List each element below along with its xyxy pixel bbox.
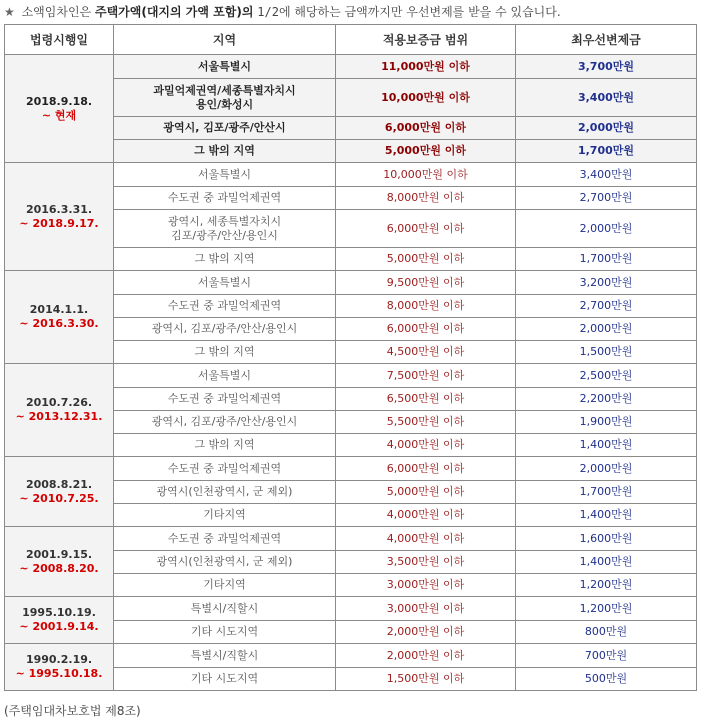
region-cell: 서울특별시 [114,55,336,79]
payment-cell: 1,400만원 [516,551,697,574]
payment-cell: 2,500만원 [516,364,697,388]
period-from: 1990.2.19. [25,653,93,666]
table-row [5,527,697,551]
payment-cell: 700만원 [516,644,697,668]
period-from: 1995.10.19. [22,606,96,619]
period-to: ~ 2008.8.20. [19,561,99,575]
period-to: ~ 2018.9.17. [19,216,99,230]
intro-note-ratio: 1/2 [257,5,279,19]
payment-cell: 3,400만원 [516,79,697,117]
region-cell: 서울특별시 [114,271,336,295]
region-cell: 그 밖의 지역 [114,140,336,163]
region-cell: 서울특별시 [114,364,336,388]
table-header-row [5,25,697,55]
region-cell: 광역시, 김포/광주/안산시 [114,117,336,140]
intro-note-bold: 주택가액(대지의 가액 포함)의 [94,5,254,19]
header-date: 법령시행일 [5,25,114,55]
payment-cell: 1,700만원 [516,140,697,163]
region-cell: 광역시(인천광역시, 군 제외) [114,551,336,574]
law-reference: (주택임대차보호법 제8조) [4,704,141,718]
period-date-cell [5,271,114,364]
period-date-cell [5,597,114,644]
period-to: ~ 2010.7.25. [19,491,99,505]
period-date-cell [5,364,114,457]
intro-note [4,3,561,21]
period-to: ~ 2013.12.31. [15,410,103,423]
table-row [5,644,697,668]
amount-cell: 3,000만원 이하 [336,574,516,597]
amount-cell: 9,500만원 이하 [336,271,516,295]
region-cell: 특별시/직할시 [114,597,336,621]
period-from: 2001.9.15. [25,547,93,561]
payment-cell: 2,000만원 [516,318,697,341]
amount-cell: 8,000만원 이하 [336,295,516,318]
payment-cell: 2,000만원 [516,457,697,481]
region-cell: 광역시, 세종특별자치시 김포/광주/안산/용인시 [114,210,336,248]
payment-cell: 3,200만원 [516,271,697,295]
payment-cell: 1,200만원 [516,574,697,597]
region-cell: 광역시(인천광역시, 군 제외) [114,481,336,504]
amount-cell: 8,000만원 이하 [336,187,516,210]
amount-cell: 5,000만원 이하 [336,248,516,271]
region-cell: 특별시/직할시 [114,644,336,668]
region-cell: 기타 시도지역 [114,668,336,691]
amount-cell: 5,000만원 이하 [336,140,516,163]
region-cell: 수도권 중 과밀억제권역 [114,187,336,210]
table-row [5,457,697,481]
period-to: ~ 2016.3.30. [19,317,99,330]
amount-cell: 4,500만원 이하 [336,341,516,364]
amount-cell: 2,000만원 이하 [336,644,516,668]
payment-cell: 2,700만원 [516,187,697,210]
amount-cell: 3,000만원 이하 [336,597,516,621]
payment-cell: 3,400만원 [516,163,697,187]
period-date-cell [5,163,114,271]
region-cell: 기타지역 [114,574,336,597]
star-icon: ★ [4,5,15,19]
region-cell: 수도권 중 과밀억제권역 [114,388,336,411]
amount-cell: 1,500만원 이하 [336,668,516,691]
amount-cell: 5,000만원 이하 [336,481,516,504]
period-from: 2014.1.1. [29,303,89,316]
payment-cell: 2,700만원 [516,295,697,318]
amount-cell: 4,000만원 이하 [336,527,516,551]
payment-cell: 2,000만원 [516,210,697,248]
amount-cell: 2,000만원 이하 [336,621,516,644]
payment-cell: 1,400만원 [516,504,697,527]
period-date-cell [5,55,114,163]
payment-cell: 1,500만원 [516,341,697,364]
region-cell: 광역시, 김포/광주/안산/용인시 [114,411,336,434]
header-region: 지역 [114,25,336,55]
region-cell: 수도권 중 과밀억제권역 [114,457,336,481]
payment-cell: 1,200만원 [516,597,697,621]
amount-cell: 6,500만원 이하 [336,388,516,411]
payment-cell: 1,700만원 [516,481,697,504]
region-cell: 서울특별시 [114,163,336,187]
intro-note-pre: 소액임차인은 [21,5,92,19]
amount-cell: 3,500만원 이하 [336,551,516,574]
period-date-cell [5,644,114,691]
period-to: ~ 2001.9.14. [19,620,99,633]
header-amount: 적용보증금 범위 [336,25,516,55]
period-to: ~ 1995.10.18. [15,667,103,680]
payment-cell: 1,600만원 [516,527,697,551]
region-cell: 그 밖의 지역 [114,434,336,457]
period-date-cell [5,527,114,597]
table-row [5,55,697,79]
period-from: 2018.9.18. [25,94,93,108]
small-tenant-table [4,24,697,691]
payment-cell: 3,700만원 [516,55,697,79]
table-row [5,271,697,295]
region-cell: 과밀억제권역/세종특별자치시 용인/화성시 [114,79,336,117]
table-row [5,163,697,187]
amount-cell: 4,000만원 이하 [336,434,516,457]
table-body [5,55,697,691]
header-payment: 최우선변제금 [516,25,697,55]
amount-cell: 4,000만원 이하 [336,504,516,527]
period-from: 2008.8.21. [25,477,93,491]
amount-cell: 6,000만원 이하 [336,210,516,248]
region-cell: 광역시, 김포/광주/안산/용인시 [114,318,336,341]
table-row [5,597,697,621]
period-date-cell [5,457,114,527]
region-cell: 그 밖의 지역 [114,248,336,271]
period-from: 2010.7.26. [25,396,93,409]
region-cell: 기타지역 [114,504,336,527]
amount-cell: 6,000만원 이하 [336,117,516,140]
payment-cell: 500만원 [516,668,697,691]
payment-cell: 1,900만원 [516,411,697,434]
payment-cell: 800만원 [516,621,697,644]
amount-cell: 10,000만원 이하 [336,163,516,187]
amount-cell: 11,000만원 이하 [336,55,516,79]
region-cell: 수도권 중 과밀억제권역 [114,527,336,551]
amount-cell: 6,000만원 이하 [336,318,516,341]
payment-cell: 1,400만원 [516,434,697,457]
intro-note-post: 에 해당하는 금액까지만 우선변제를 받을 수 있습니다. [278,5,561,19]
region-cell: 수도권 중 과밀억제권역 [114,295,336,318]
amount-cell: 10,000만원 이하 [336,79,516,117]
amount-cell: 7,500만원 이하 [336,364,516,388]
payment-cell: 2,200만원 [516,388,697,411]
payment-cell: 2,000만원 [516,117,697,140]
region-cell: 그 밖의 지역 [114,341,336,364]
payment-cell: 1,700만원 [516,248,697,271]
amount-cell: 6,000만원 이하 [336,457,516,481]
table-row [5,364,697,388]
region-cell: 기타 시도지역 [114,621,336,644]
period-to: ~ 현재 [41,108,77,122]
period-from: 2016.3.31. [25,202,93,216]
amount-cell: 5,500만원 이하 [336,411,516,434]
